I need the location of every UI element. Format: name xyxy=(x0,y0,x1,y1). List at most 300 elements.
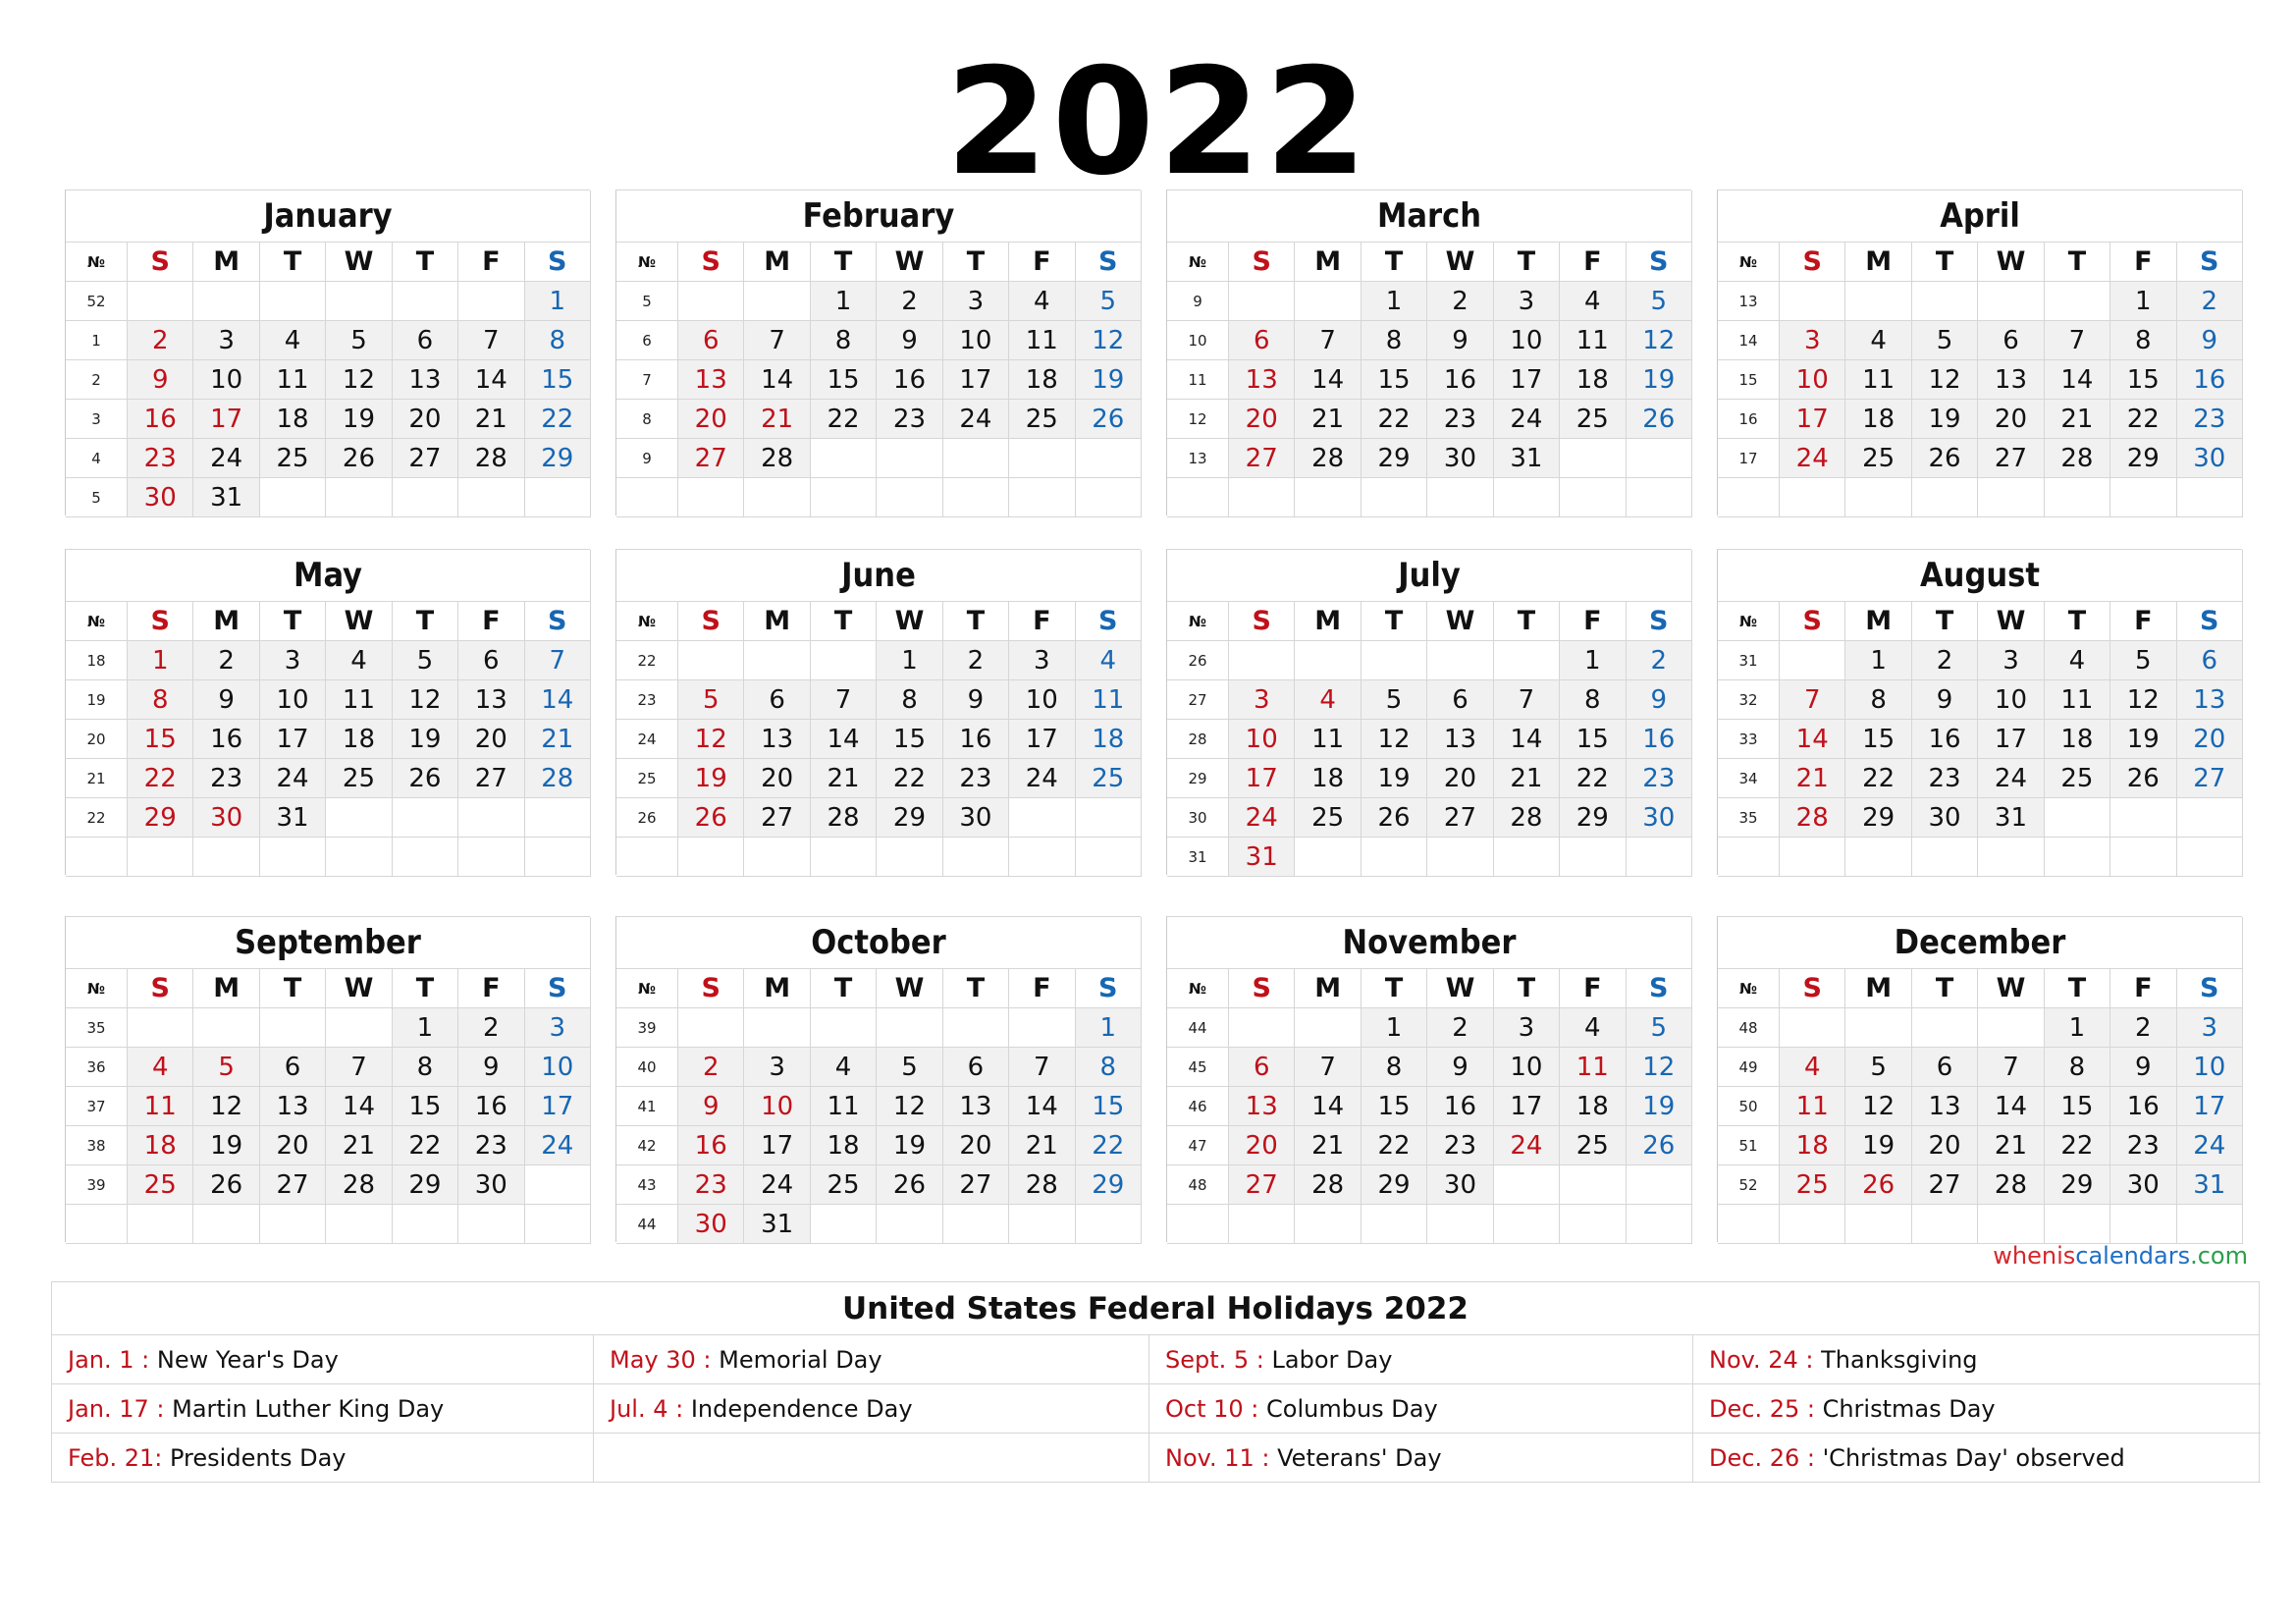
day-cell: 14 xyxy=(1295,1087,1361,1126)
empty-day-cell xyxy=(2110,1205,2176,1244)
empty-day-cell xyxy=(1912,478,1978,517)
day-cell: 22 xyxy=(2110,400,2176,439)
day-cell: 9 xyxy=(193,680,259,720)
day-cell: 14 xyxy=(811,720,877,759)
day-cell: 7 xyxy=(525,641,591,680)
month-title: April xyxy=(1718,190,2243,242)
day-cell: 1 xyxy=(2045,1008,2110,1048)
empty-day-cell xyxy=(1845,1205,1911,1244)
weekday-header: T xyxy=(811,243,877,282)
day-cell: 4 xyxy=(811,1048,877,1087)
month-november xyxy=(1166,916,1691,1242)
week-number: 36 xyxy=(66,1048,128,1087)
day-cell: 8 xyxy=(1845,680,1911,720)
empty-day-cell xyxy=(1560,439,1626,478)
day-cell: 3 xyxy=(1229,680,1295,720)
day-cell: 23 xyxy=(128,439,193,478)
day-cell: 8 xyxy=(128,680,193,720)
week-number: 26 xyxy=(1167,641,1229,680)
day-cell: 25 xyxy=(260,439,326,478)
day-cell: 18 xyxy=(2045,720,2110,759)
day-cell: 21 xyxy=(1780,759,1845,798)
empty-day-cell xyxy=(1076,838,1142,877)
month-title: May xyxy=(66,550,591,601)
week-number: 2 xyxy=(66,360,128,400)
empty-day-cell xyxy=(326,478,392,517)
month-july xyxy=(1166,549,1691,875)
weekday-header: F xyxy=(1560,243,1626,282)
day-cell: 9 xyxy=(1427,321,1493,360)
day-cell: 29 xyxy=(2045,1165,2110,1205)
day-cell: 15 xyxy=(1560,720,1626,759)
empty-day-cell xyxy=(811,478,877,517)
weekday-header: M xyxy=(1295,969,1361,1008)
empty-day-cell xyxy=(193,1008,259,1048)
week-number: 44 xyxy=(616,1205,678,1244)
day-cell: 23 xyxy=(458,1126,524,1165)
day-cell: 24 xyxy=(2177,1126,2243,1165)
empty-day-cell xyxy=(1978,1008,2044,1048)
weekday-header: T xyxy=(1912,602,1978,641)
empty-day-cell xyxy=(1295,1008,1361,1048)
day-cell: 30 xyxy=(1427,439,1493,478)
day-cell: 5 xyxy=(678,680,744,720)
day-cell: 15 xyxy=(1076,1087,1142,1126)
empty-day-cell xyxy=(678,478,744,517)
month-february xyxy=(615,189,1141,515)
day-cell: 5 xyxy=(326,321,392,360)
weekday-header: M xyxy=(193,602,259,641)
day-cell: 28 xyxy=(744,439,810,478)
week-number: 9 xyxy=(616,439,678,478)
day-cell: 13 xyxy=(678,360,744,400)
holiday-cell xyxy=(1149,1384,1693,1434)
empty-day-cell xyxy=(1076,798,1142,838)
empty-day-cell xyxy=(393,282,458,321)
empty-day-cell xyxy=(1912,282,1978,321)
day-cell: 19 xyxy=(393,720,458,759)
week-number: 3 xyxy=(66,400,128,439)
empty-day-cell xyxy=(1780,1008,1845,1048)
day-cell: 31 xyxy=(1978,798,2044,838)
week-number: 33 xyxy=(1718,720,1780,759)
day-cell: 3 xyxy=(525,1008,591,1048)
day-cell: 9 xyxy=(1912,680,1978,720)
week-number: 23 xyxy=(616,680,678,720)
day-cell: 11 xyxy=(1295,720,1361,759)
empty-day-cell xyxy=(525,478,591,517)
weekday-header: F xyxy=(1009,602,1075,641)
empty-day-cell xyxy=(1009,478,1075,517)
empty-day-cell xyxy=(1009,1205,1075,1244)
weekday-header: S xyxy=(2177,602,2243,641)
day-cell: 10 xyxy=(1494,1048,1560,1087)
empty-day-cell xyxy=(1845,478,1911,517)
empty-day-cell xyxy=(1560,838,1626,877)
day-cell: 29 xyxy=(525,439,591,478)
day-cell: 29 xyxy=(1076,1165,1142,1205)
day-cell: 25 xyxy=(1845,439,1911,478)
week-number: 4 xyxy=(66,439,128,478)
weekday-header: S xyxy=(525,243,591,282)
weekday-header: F xyxy=(2110,602,2176,641)
empty-day-cell xyxy=(744,641,810,680)
day-cell: 1 xyxy=(393,1008,458,1048)
weekday-header: T xyxy=(943,602,1009,641)
day-cell: 11 xyxy=(1780,1087,1845,1126)
day-cell: 9 xyxy=(678,1087,744,1126)
day-cell: 24 xyxy=(1978,759,2044,798)
holiday-cell xyxy=(1149,1434,1693,1483)
day-cell: 9 xyxy=(877,321,942,360)
day-cell: 2 xyxy=(1912,641,1978,680)
day-cell: 18 xyxy=(1009,360,1075,400)
week-number: 28 xyxy=(1167,720,1229,759)
day-cell: 27 xyxy=(2177,759,2243,798)
week-number: 31 xyxy=(1167,838,1229,877)
day-cell: 10 xyxy=(2177,1048,2243,1087)
empty-day-cell xyxy=(1295,1205,1361,1244)
day-cell: 19 xyxy=(1912,400,1978,439)
day-cell: 2 xyxy=(193,641,259,680)
weekday-header: T xyxy=(2045,969,2110,1008)
day-cell: 11 xyxy=(1845,360,1911,400)
day-cell: 7 xyxy=(1009,1048,1075,1087)
day-cell: 18 xyxy=(1845,400,1911,439)
day-cell: 2 xyxy=(1627,641,1692,680)
week-number: 27 xyxy=(1167,680,1229,720)
day-cell: 21 xyxy=(1295,1126,1361,1165)
empty-day-cell xyxy=(260,282,326,321)
day-cell: 19 xyxy=(1845,1126,1911,1165)
week-number: 5 xyxy=(616,282,678,321)
weekday-header: S xyxy=(1780,602,1845,641)
day-cell: 18 xyxy=(1295,759,1361,798)
empty-day-cell xyxy=(1845,838,1911,877)
empty-day-cell xyxy=(1560,478,1626,517)
empty-day-cell xyxy=(1427,478,1493,517)
day-cell: 27 xyxy=(744,798,810,838)
day-cell: 9 xyxy=(458,1048,524,1087)
empty-day-cell xyxy=(128,1205,193,1244)
day-cell: 13 xyxy=(1427,720,1493,759)
weekday-header: M xyxy=(744,602,810,641)
month-grid xyxy=(1718,968,2243,1243)
year-title: 2022 xyxy=(945,37,1371,208)
week-number: 50 xyxy=(1718,1087,1780,1126)
week-number xyxy=(1167,478,1229,517)
weekday-header: T xyxy=(393,969,458,1008)
day-cell: 11 xyxy=(128,1087,193,1126)
day-cell: 18 xyxy=(1560,1087,1626,1126)
empty-day-cell xyxy=(811,1008,877,1048)
holiday-name: Independence Day xyxy=(683,1394,913,1423)
empty-day-cell xyxy=(1627,1165,1692,1205)
weekday-header: T xyxy=(393,602,458,641)
day-cell: 13 xyxy=(943,1087,1009,1126)
watermark-part-1: whenis xyxy=(1993,1242,2076,1270)
empty-day-cell xyxy=(1295,478,1361,517)
day-cell: 27 xyxy=(458,759,524,798)
week-number: 7 xyxy=(616,360,678,400)
empty-day-cell xyxy=(744,838,810,877)
day-cell: 10 xyxy=(193,360,259,400)
day-cell: 20 xyxy=(1427,759,1493,798)
day-cell: 17 xyxy=(1229,759,1295,798)
day-cell: 7 xyxy=(1780,680,1845,720)
day-cell: 11 xyxy=(1076,680,1142,720)
day-cell: 3 xyxy=(1494,1008,1560,1048)
week-number xyxy=(1718,838,1780,877)
day-cell: 3 xyxy=(2177,1008,2243,1048)
holidays-title: United States Federal Holidays 2022 xyxy=(52,1282,2259,1335)
week-number: 52 xyxy=(1718,1165,1780,1205)
day-cell: 5 xyxy=(1362,680,1427,720)
empty-day-cell xyxy=(1362,838,1427,877)
day-cell: 8 xyxy=(393,1048,458,1087)
month-december xyxy=(1717,916,2242,1242)
day-cell: 22 xyxy=(811,400,877,439)
weekday-header: T xyxy=(1912,243,1978,282)
month-grid xyxy=(616,968,1142,1243)
day-cell: 16 xyxy=(678,1126,744,1165)
day-cell: 7 xyxy=(326,1048,392,1087)
month-may xyxy=(65,549,590,875)
day-cell: 18 xyxy=(811,1126,877,1165)
empty-day-cell xyxy=(1780,641,1845,680)
empty-day-cell xyxy=(678,282,744,321)
week-number-header: № xyxy=(1167,602,1229,641)
day-cell: 27 xyxy=(393,439,458,478)
weekday-header: M xyxy=(1845,969,1911,1008)
holiday-date: Oct 10 : xyxy=(1165,1394,1259,1423)
day-cell: 20 xyxy=(1978,400,2044,439)
week-number: 40 xyxy=(616,1048,678,1087)
day-cell: 10 xyxy=(1494,321,1560,360)
week-number-header: № xyxy=(66,243,128,282)
day-cell: 15 xyxy=(1845,720,1911,759)
holiday-name: Martin Luther King Day xyxy=(164,1394,445,1423)
day-cell: 25 xyxy=(1009,400,1075,439)
day-cell: 11 xyxy=(1560,1048,1626,1087)
day-cell: 25 xyxy=(1295,798,1361,838)
empty-day-cell xyxy=(1560,1165,1626,1205)
day-cell: 19 xyxy=(326,400,392,439)
holiday-cell xyxy=(1693,1384,2261,1434)
day-cell: 20 xyxy=(1229,1126,1295,1165)
empty-day-cell xyxy=(393,1205,458,1244)
weekday-header: T xyxy=(1494,969,1560,1008)
day-cell: 2 xyxy=(943,641,1009,680)
weekday-header: S xyxy=(525,602,591,641)
day-cell: 15 xyxy=(128,720,193,759)
day-cell: 19 xyxy=(1362,759,1427,798)
day-cell: 21 xyxy=(1295,400,1361,439)
day-cell: 16 xyxy=(2177,360,2243,400)
empty-day-cell xyxy=(943,478,1009,517)
day-cell: 29 xyxy=(2110,439,2176,478)
weekday-header: T xyxy=(1494,602,1560,641)
day-cell: 16 xyxy=(943,720,1009,759)
empty-day-cell xyxy=(1229,1008,1295,1048)
week-number: 15 xyxy=(1718,360,1780,400)
day-cell: 21 xyxy=(811,759,877,798)
holiday-name: Presidents Day xyxy=(162,1443,347,1472)
day-cell: 11 xyxy=(1009,321,1075,360)
day-cell: 28 xyxy=(1494,798,1560,838)
day-cell: 22 xyxy=(525,400,591,439)
holiday-cell xyxy=(594,1434,1149,1483)
weekday-header: M xyxy=(1845,243,1911,282)
weekday-header: M xyxy=(1295,243,1361,282)
day-cell: 14 xyxy=(744,360,810,400)
day-cell: 8 xyxy=(1362,1048,1427,1087)
day-cell: 22 xyxy=(877,759,942,798)
weekday-header: T xyxy=(811,602,877,641)
month-august xyxy=(1717,549,2242,875)
day-cell: 28 xyxy=(1009,1165,1075,1205)
empty-day-cell xyxy=(744,478,810,517)
weekday-header: S xyxy=(1076,602,1142,641)
day-cell: 29 xyxy=(393,1165,458,1205)
day-cell: 20 xyxy=(744,759,810,798)
weekday-header: T xyxy=(260,243,326,282)
day-cell: 3 xyxy=(1978,641,2044,680)
day-cell: 26 xyxy=(1627,1126,1692,1165)
week-number: 21 xyxy=(66,759,128,798)
empty-day-cell xyxy=(1978,838,2044,877)
empty-day-cell xyxy=(1845,282,1911,321)
empty-day-cell xyxy=(326,282,392,321)
day-cell: 5 xyxy=(1627,1008,1692,1048)
day-cell: 3 xyxy=(744,1048,810,1087)
day-cell: 9 xyxy=(2110,1048,2176,1087)
site-watermark xyxy=(1968,1242,2248,1275)
day-cell: 23 xyxy=(943,759,1009,798)
day-cell: 29 xyxy=(1362,439,1427,478)
week-number: 52 xyxy=(66,282,128,321)
day-cell: 24 xyxy=(1494,400,1560,439)
day-cell: 14 xyxy=(1295,360,1361,400)
day-cell: 10 xyxy=(1780,360,1845,400)
day-cell: 24 xyxy=(744,1165,810,1205)
day-cell: 30 xyxy=(943,798,1009,838)
day-cell: 17 xyxy=(1780,400,1845,439)
week-number: 38 xyxy=(66,1126,128,1165)
day-cell: 20 xyxy=(2177,720,2243,759)
day-cell: 12 xyxy=(393,680,458,720)
day-cell: 4 xyxy=(1560,1008,1626,1048)
month-grid xyxy=(1718,242,2243,516)
day-cell: 9 xyxy=(128,360,193,400)
empty-day-cell xyxy=(811,439,877,478)
weekday-header: S xyxy=(1780,969,1845,1008)
empty-day-cell xyxy=(877,1205,942,1244)
day-cell: 2 xyxy=(128,321,193,360)
day-cell: 26 xyxy=(877,1165,942,1205)
day-cell: 4 xyxy=(1295,680,1361,720)
day-cell: 20 xyxy=(1912,1126,1978,1165)
empty-day-cell xyxy=(1912,838,1978,877)
empty-day-cell xyxy=(1427,838,1493,877)
weekday-header: S xyxy=(1627,243,1692,282)
week-number: 20 xyxy=(66,720,128,759)
holiday-cell xyxy=(52,1335,594,1384)
day-cell: 12 xyxy=(1627,1048,1692,1087)
month-title: February xyxy=(616,190,1142,242)
day-cell: 26 xyxy=(193,1165,259,1205)
holiday-cell xyxy=(1149,1335,1693,1384)
day-cell: 27 xyxy=(1978,439,2044,478)
day-cell: 29 xyxy=(1362,1165,1427,1205)
day-cell: 21 xyxy=(1494,759,1560,798)
day-cell: 19 xyxy=(877,1126,942,1165)
day-cell: 29 xyxy=(1560,798,1626,838)
day-cell: 21 xyxy=(2045,400,2110,439)
holiday-date: Dec. 26 : xyxy=(1709,1443,1815,1472)
day-cell: 15 xyxy=(1362,360,1427,400)
day-cell: 21 xyxy=(326,1126,392,1165)
day-cell: 16 xyxy=(1912,720,1978,759)
day-cell: 22 xyxy=(1362,400,1427,439)
weekday-header: S xyxy=(1627,602,1692,641)
day-cell: 25 xyxy=(1560,1126,1626,1165)
day-cell: 7 xyxy=(2045,321,2110,360)
weekday-header: W xyxy=(1427,243,1493,282)
day-cell: 3 xyxy=(193,321,259,360)
day-cell: 31 xyxy=(2177,1165,2243,1205)
empty-day-cell xyxy=(744,282,810,321)
day-cell: 1 xyxy=(1560,641,1626,680)
empty-day-cell xyxy=(2110,838,2176,877)
day-cell: 6 xyxy=(1912,1048,1978,1087)
day-cell: 24 xyxy=(1009,759,1075,798)
week-number: 47 xyxy=(1167,1126,1229,1165)
day-cell: 30 xyxy=(128,478,193,517)
day-cell: 12 xyxy=(2110,680,2176,720)
day-cell: 9 xyxy=(943,680,1009,720)
month-grid xyxy=(66,601,591,876)
weekday-header: S xyxy=(678,602,744,641)
day-cell: 14 xyxy=(1009,1087,1075,1126)
day-cell: 27 xyxy=(1229,1165,1295,1205)
weekday-header: S xyxy=(2177,243,2243,282)
empty-day-cell xyxy=(2045,1205,2110,1244)
day-cell: 31 xyxy=(1494,439,1560,478)
day-cell: 27 xyxy=(678,439,744,478)
week-number: 13 xyxy=(1167,439,1229,478)
day-cell: 8 xyxy=(2110,321,2176,360)
week-number: 31 xyxy=(1718,641,1780,680)
month-october xyxy=(615,916,1141,1242)
empty-day-cell xyxy=(1427,1205,1493,1244)
day-cell: 7 xyxy=(811,680,877,720)
day-cell: 29 xyxy=(1845,798,1911,838)
month-title: December xyxy=(1718,917,2243,968)
empty-day-cell xyxy=(1009,1008,1075,1048)
day-cell: 30 xyxy=(1427,1165,1493,1205)
holiday-date: May 30 : xyxy=(610,1345,712,1374)
weekday-header: W xyxy=(1978,602,2044,641)
empty-day-cell xyxy=(326,1008,392,1048)
empty-day-cell xyxy=(393,478,458,517)
day-cell: 2 xyxy=(2110,1008,2176,1048)
week-number-header: № xyxy=(1167,243,1229,282)
month-title: November xyxy=(1167,917,1692,968)
day-cell: 5 xyxy=(193,1048,259,1087)
empty-day-cell xyxy=(877,439,942,478)
day-cell: 19 xyxy=(2110,720,2176,759)
